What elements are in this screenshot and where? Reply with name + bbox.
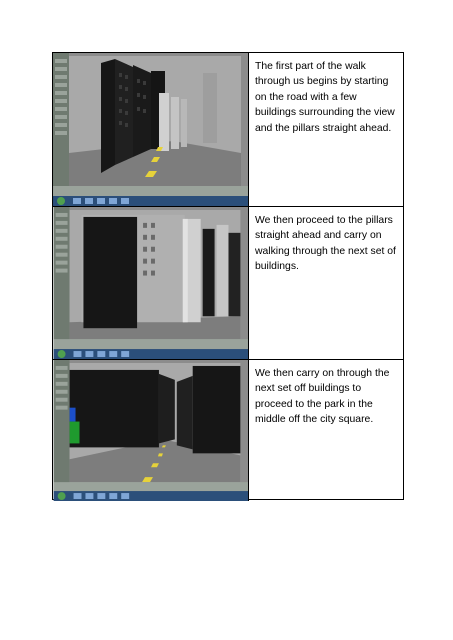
row-caption: The first part of the walk through us begins by starting on the road with a few buildings surrounding the view and the pillars straight ahead.: [255, 61, 395, 134]
screenshot-cell: [53, 360, 249, 501]
start-button-icon: [57, 197, 65, 205]
table-row: [53, 53, 403, 206]
screenshot-cell: [53, 207, 249, 359]
editor-sidebar: [54, 360, 70, 491]
row-caption: We then proceed to the pillars straight ahead and carry on walking through the next set of buildings.: [255, 215, 396, 273]
editor-screenshot-road: [53, 53, 249, 206]
taskbar: [53, 196, 249, 206]
table-row: [53, 359, 403, 501]
caption-cell: [249, 53, 403, 206]
editor-screenshot-street: [53, 360, 249, 501]
start-button-icon: [58, 350, 66, 358]
screenshot-cell: [53, 53, 249, 206]
caption-cell: [249, 360, 403, 501]
walkthrough-table: [52, 52, 404, 500]
editor-sidebar: [54, 207, 70, 349]
table-row: [53, 206, 403, 359]
caption-cell: [249, 207, 403, 359]
start-button-icon: [58, 492, 66, 500]
taskbar: [54, 491, 249, 501]
taskbar: [54, 349, 249, 359]
editor-screenshot-pillars: [53, 207, 249, 359]
row-caption: We then carry on through the next set off buildings to proceed to the park in the middle off the city square.: [255, 368, 390, 426]
